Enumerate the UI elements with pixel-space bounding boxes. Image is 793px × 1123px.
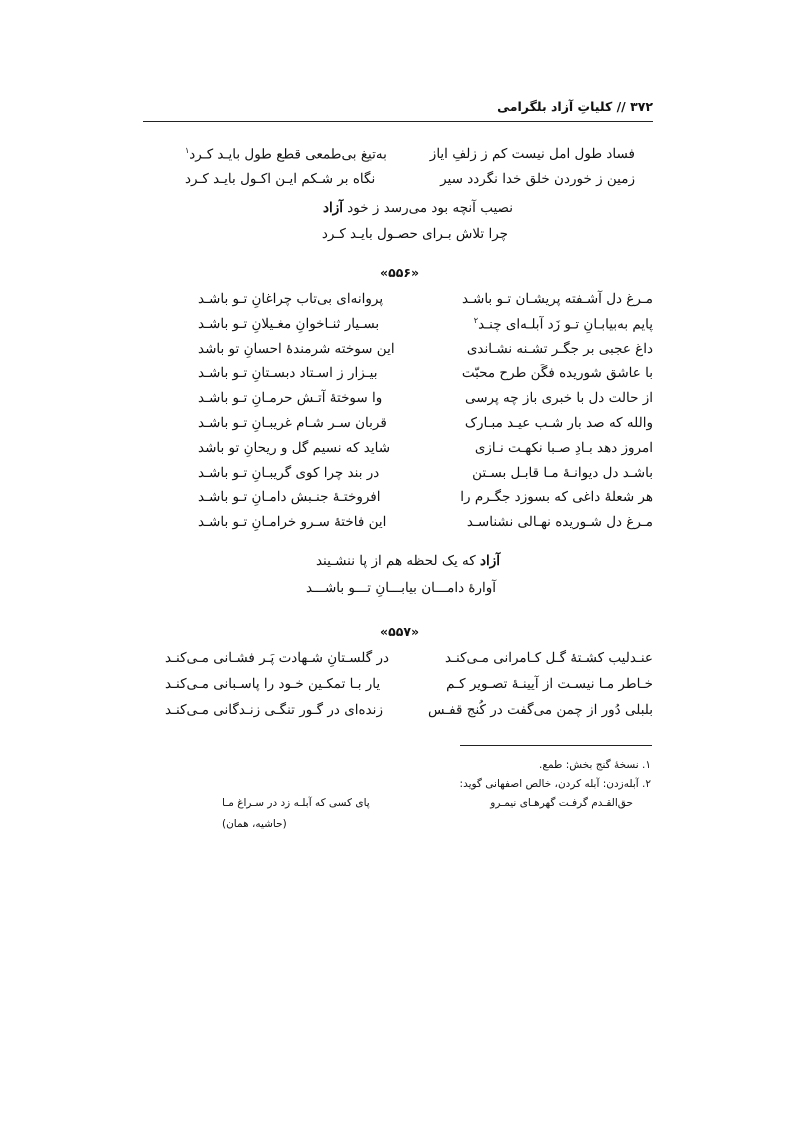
right-hemistich: با عاشق شوریده فگَن طرح محبّت [461,365,653,382]
right-hemistich: خـاطر مـا نیسـت از آیینـهٔ تصـویر کـم [446,676,653,692]
couplet [198,365,653,390]
right-hemistich: بلبلی دُور از چمن می‌گفت در کُنج قفـس [428,702,653,718]
poet-name: آزاد [322,200,343,216]
footnote-marker: ۱ [185,146,190,155]
left-hemistich: قربان سـر شـام غریبـانِ تـو باشـد [198,414,387,431]
left-hemistich: نگاه بر شـکم ایـن اکـول بایـد کـرد [185,170,376,187]
footnote-separator [460,745,652,746]
left-hemistich: شاید که نسیم گل و ریحانِ تو باشد [198,439,391,456]
couplet [198,465,653,490]
left-hemistich: یار بـا تمکـین خـود را پاسـبانی مـی‌کنـد [165,676,381,692]
couplet [198,440,653,465]
left-hemistich: افروختـهٔ جنـبش دامـانِ تـو باشـد [198,489,381,506]
running-header [143,97,653,122]
couplet [198,341,653,366]
poet-name: آزاد [479,553,500,569]
right-hemistich: پایم به‌بیابـانِ تـو زَد آبلـه‌ای چنـد$^۲$ [473,315,653,333]
footnote-quote-right: حق‌القـدم گرفـت گهرهـای نیمـرو [490,797,633,809]
right-hemistich: از حالت دل با خبری باز چه پرسی [464,390,653,407]
footnote-quote-left: پای کسی که آبلـه زد در سـراغ مـا [222,797,370,809]
closing-hemistich: چرا تلاش بـرای حصـول بایـد کـرد [321,226,508,242]
right-hemistich: امروز دهد بـادِ صـبا نکهـت نـازی [474,439,653,456]
right-hemistich: هر شعلهٔ داغی که بسوزد جگـرم را [460,489,653,506]
poem-number: «۵۵۷» [380,624,420,639]
left-hemistich: در بند چرا کوی گریبـانِ تـو باشـد [198,464,380,481]
couplet [198,291,653,316]
footnote-marker: ۲ [473,315,479,325]
couplet [185,146,635,171]
right-hemistich: عنـدلیب کشـتهٔ گـل کـامرانی مـی‌کنـد [444,650,653,666]
closing-hemistich: آزاد که یک لحظه هم از پا ننشـیند [315,553,500,569]
couplet [198,316,653,341]
left-hemistich: پروانه‌ای بی‌تاب چراغانِ تـو باشـد [198,291,384,307]
poem-557 [165,650,653,728]
intro-poem [185,146,635,196]
left-hemistich: بیـزار ز اسـتاد دبسـتانِ تـو باشـد [198,365,378,382]
couplet [198,514,653,539]
couplet [198,415,653,440]
left-hemistich: این سوخته شرمندهٔ احسانِ تو باشد [198,340,395,357]
couplet [165,702,653,728]
couplet [165,676,653,702]
footnote-1: ۱. نسخهٔ گنج بخش: طمع. [539,759,651,771]
closing-hemistich: آوارهٔ دامـــان بیابـــانِ تـــو باشـــد [306,580,496,596]
right-hemistich: مـرغ دل آشـفته پریشـان تـو باشـد [461,291,653,307]
footnote-2: ۲. آبله‌زدن: آبله کردن، خالص اصفهانی گوید: [459,778,651,790]
closing-hemistich: نصیب آنچه بود می‌رسد ز خود آزاد [322,200,513,216]
left-hemistich: وا سوختهٔ آتـش حرمـانِ تـو باشـد [198,390,383,407]
footnote-source: (حاشیه، همان) [222,818,287,830]
left-hemistich: این فاختهٔ سـرو خرامـانِ تـو باشـد [198,514,387,531]
poem-number: «۵۵۶» [380,265,420,280]
poem-556 [198,291,653,539]
right-hemistich: مـرغ دل شـوریده نهـالی نشناسـد [466,514,653,531]
right-hemistich: زمین ز خوردن خلق خدا نگردد سیر [440,170,635,187]
right-hemistich: فساد طول امل نیست کم ز زلفِ ایاز [429,146,635,162]
couplet [198,390,653,415]
left-hemistich: به‌تیغ بی‌طمعی قطع طول بایـد کـرد$^۱$ [185,146,387,163]
right-hemistich: باشـد دل دیوانـهٔ مـا قابـل بسـتن [472,464,653,481]
couplet [198,489,653,514]
right-hemistich: داغ عجبی بر جگـر تشـنه نشـاندی [466,340,653,357]
left-hemistich: در گلسـتانِ شـهادت پَـر فشـانی مـی‌کنـد [165,650,390,666]
left-hemistich: بسـیار ثنـاخوانِ مغـیلانِ تـو باشـد [198,315,380,332]
right-hemistich: والله که صد بار شـب عیـد مبـارک [464,414,653,431]
couplet [185,171,635,196]
page-number-and-book-title: ۳۷۲ // کلیاتِ آزاد بلگرامی [497,99,653,114]
couplet [165,650,653,676]
left-hemistich: زنده‌ای در گـور تنگـی زنـدگانی مـی‌کنـد [165,702,383,718]
